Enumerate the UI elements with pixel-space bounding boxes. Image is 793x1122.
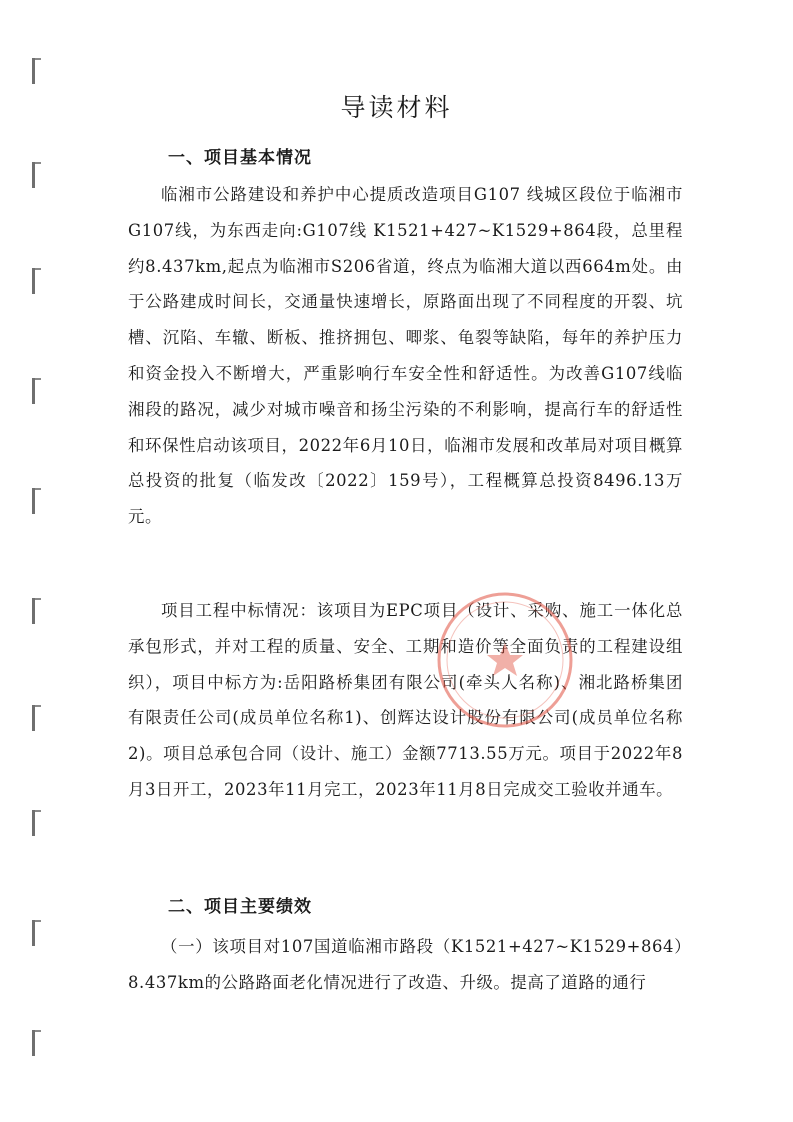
binding-mark bbox=[32, 598, 35, 624]
binding-mark bbox=[32, 58, 35, 84]
section-heading-basic-info: 一、项目基本情况 bbox=[168, 148, 312, 168]
binding-mark bbox=[32, 920, 35, 946]
section-heading-performance: 二、项目主要绩效 bbox=[168, 897, 312, 917]
binding-mark bbox=[32, 162, 35, 188]
binding-mark bbox=[32, 705, 35, 731]
paragraph-bidding-info: 项目工程中标情况：该项目为EPC项目（设计、采购、施工一体化总承包形式，并对工程的质量、安全、工期和造价等全面负责的工程建设组织），项目中标方为:岳阳路桥集团有限公司(牵头人名称)、湘北路桥集团有限责任公司(成员单位名称1)、创辉达设计股份有限公司(成员单位名称2)。项目总承包合同（设计、施工）金额7713.55万元。项目于2022年8月3日开工，2023年11月完工，2023年11月8日完成交工验收并通车。 bbox=[128, 601, 683, 799]
paragraph-project-overview: 临湘市公路建设和养护中心提质改造项目G107 线城区段位于临湘市G107线，为东西走向:G107线 K1521+427~K1529+864段，总里程约8.437km,起点为临湘市S206省道，终点为临湘大道以西664m处。由于公路建成时间长，交通量快速增长，原路面出现了不同程度的开裂、坑槽、沉陷、车辙、断板、推挤拥包、唧浆、龟裂等缺陷，每年的养护压力和资金投入不断增大，严重影响行车安全性和舒适性。为改善G107线临湘段的路况，减少对城市噪音和扬尘污染的不利影响，提高行车的舒适性和环保性启动该项目，2022年6月10日，临湘市发展和改革局对项目概算总投资的批复（临发改〔2022〕159号），工程概算总投资8496.13万元。 bbox=[128, 185, 683, 527]
binding-mark bbox=[32, 810, 35, 836]
binding-mark bbox=[32, 1030, 35, 1056]
binding-mark bbox=[32, 488, 35, 514]
binding-mark bbox=[32, 378, 35, 404]
binding-mark bbox=[32, 268, 35, 294]
document-title: 导读材料 bbox=[340, 93, 453, 122]
paragraph-performance-1: （一）该项目对107国道临湘市路段（K1521+427~K1529+864）8.437km的公路路面老化情况进行了改造、升级。提高了道路的通行 bbox=[128, 937, 683, 992]
